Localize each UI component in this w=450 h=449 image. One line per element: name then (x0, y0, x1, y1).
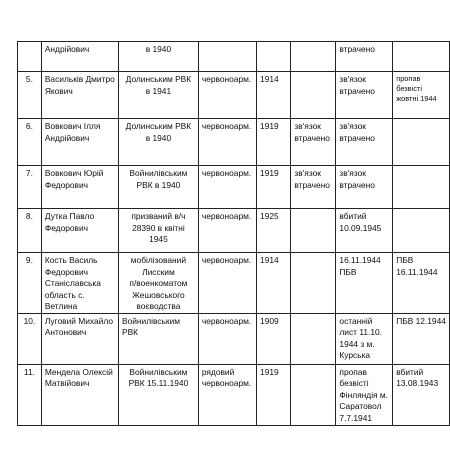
row-number: 9. (18, 253, 42, 314)
enlistment-cell: призваний в/ч 28390 в квітні 1945 (119, 209, 199, 253)
enlistment-cell: в 1940 (119, 42, 199, 72)
fate-cell: втрачено (336, 42, 393, 72)
birth-year-cell: 1909 (257, 313, 291, 364)
status-cell: зв'язок втрачено (291, 166, 336, 209)
full-name-cell: Вовкович Ілля Андрійович (41, 119, 118, 166)
status-cell (291, 209, 336, 253)
note-cell (393, 42, 450, 72)
birth-year-cell: 1919 (257, 364, 291, 425)
full-name-cell: Кость Василь Федорович Станіславська область с. Ветлина (41, 253, 118, 314)
fate-cell: останній лист 11.10. 1944 з м. Курська (336, 313, 393, 364)
note-cell (393, 209, 450, 253)
table-row (18, 42, 450, 72)
birth-year-cell: 1919 (257, 119, 291, 166)
rank-cell: червоноарм. (198, 72, 256, 119)
rank-cell (198, 42, 256, 72)
note-cell: пропав безвісті жовтні 1944 (393, 72, 450, 119)
status-cell (291, 313, 336, 364)
fate-cell: зв'язок втрачено (336, 166, 393, 209)
full-name-cell: Вовкович Юрій Федорович (41, 166, 118, 209)
note-cell: вбитий 13.08.1943 (393, 364, 450, 425)
fate-cell: вбитий 10.09.1945 (336, 209, 393, 253)
note-cell (393, 166, 450, 209)
table-row (18, 364, 450, 425)
row-number: 11. (18, 364, 42, 425)
row-number: 7. (18, 166, 42, 209)
soldiers-table (17, 41, 450, 426)
fate-cell: зв'язок втрачено (336, 72, 393, 119)
row-number: 8. (18, 209, 42, 253)
birth-year-cell (257, 42, 291, 72)
enlistment-cell: Войнилівським РВК 15.11.1940 (119, 364, 199, 425)
row-number (18, 42, 42, 72)
fate-cell: 16.11.1944 ПБВ (336, 253, 393, 314)
birth-year-cell: 1925 (257, 209, 291, 253)
note-cell (393, 119, 450, 166)
enlistment-cell: мобілізований Лисским п/военкоматом Жешовського воєводства (119, 253, 199, 314)
table-row (18, 72, 450, 119)
rank-cell: червоноарм. (198, 313, 256, 364)
enlistment-cell: Долинським РВК в 1941 (119, 72, 199, 119)
rank-cell: червоноарм. (198, 209, 256, 253)
status-cell (291, 72, 336, 119)
rank-cell: червоноарм. (198, 253, 256, 314)
row-number: 10. (18, 313, 42, 364)
full-name-cell: Дутка Павло Федорович (41, 209, 118, 253)
enlistment-cell: Войнилівським РВК в 1940 (119, 166, 199, 209)
fate-cell: пропав безвісті Фінляндія м. Саратовол 7.7.1941 (336, 364, 393, 425)
table-row (18, 209, 450, 253)
row-number: 6. (18, 119, 42, 166)
note-cell: ПБВ 16.11.1944 (393, 253, 450, 314)
full-name-cell: Мендела Олексій Матвійович (41, 364, 118, 425)
rank-cell: рядовий червоноарм. (198, 364, 256, 425)
full-name-cell: Васильків Дмитро Якович (41, 72, 118, 119)
enlistment-cell: Долинським РВК в 1940 (119, 119, 199, 166)
status-cell (291, 253, 336, 314)
enlistment-cell: Войнилівським РВК (119, 313, 199, 364)
row-number: 5. (18, 72, 42, 119)
status-cell (291, 42, 336, 72)
status-cell: зв'язок втрачено (291, 119, 336, 166)
birth-year-cell: 1914 (257, 253, 291, 314)
fate-cell: зв'язок втрачено (336, 119, 393, 166)
birth-year-cell: 1914 (257, 72, 291, 119)
table-row (18, 119, 450, 166)
table-row (18, 166, 450, 209)
table-row (18, 253, 450, 314)
rank-cell: червоноарм. (198, 166, 256, 209)
status-cell (291, 364, 336, 425)
birth-year-cell: 1919 (257, 166, 291, 209)
rank-cell: червоноарм. (198, 119, 256, 166)
note-cell: ПБВ 12.1944 (393, 313, 450, 364)
full-name-cell: Андрійович (41, 42, 118, 72)
full-name-cell: Луговий Михайло Антонович (41, 313, 118, 364)
table-row (18, 313, 450, 364)
